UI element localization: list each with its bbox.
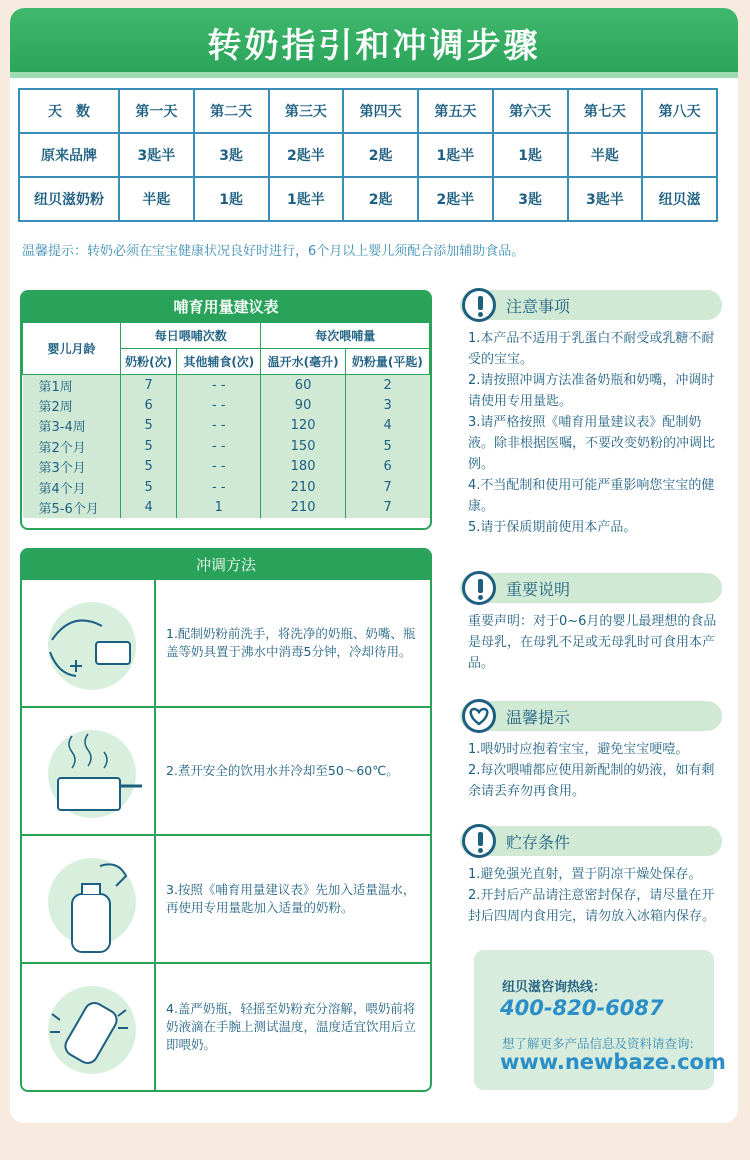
feeding-cell: 60 <box>261 375 345 396</box>
switch-cell: 3匙半 <box>119 133 194 177</box>
page-title: 转奶指引和冲调步骤 <box>207 26 541 66</box>
feeding-cell: - - <box>177 457 261 478</box>
feeding-cell: 210 <box>261 477 345 498</box>
feeding-cell: 120 <box>261 416 345 437</box>
feeding-cell: 5 <box>121 457 177 478</box>
feeding-row <box>23 375 430 396</box>
switch-table <box>18 88 718 222</box>
method-panel <box>20 548 432 1092</box>
feeding-cell: 5 <box>345 436 429 457</box>
feeding-cell: 4 <box>121 498 177 519</box>
switch-cell: 2匙 <box>343 133 418 177</box>
step-text: 3.按照《哺育用量建议表》先加入适量温水，再使用专用量匙加入适量的奶粉。 <box>166 882 416 915</box>
feeding-cell: - - <box>177 436 261 457</box>
switch-cell: 纽贝滋 <box>642 177 717 221</box>
feeding-cell: 5 <box>121 477 177 498</box>
title-banner <box>10 8 738 78</box>
method-step <box>22 578 430 706</box>
feeding-cell: 第2周 <box>38 399 73 415</box>
switch-cell: 1匙半 <box>418 133 493 177</box>
exclamation-icon <box>462 571 496 605</box>
feeding-cell: 第3-4周 <box>38 420 86 436</box>
switch-row <box>19 177 717 221</box>
switch-header-cell: 第七天 <box>568 89 643 133</box>
notice-item: 4.不当配制和使用可能严重影响您宝宝的健康。 <box>468 478 715 514</box>
feeding-cell: 7 <box>121 375 177 396</box>
switch-header-cell: 第一天 <box>119 89 194 133</box>
shake-bottle-illustration <box>22 964 156 1090</box>
feeding-row <box>23 416 430 437</box>
storage-header <box>460 826 722 856</box>
switch-header-cell: 第八天 <box>642 89 717 133</box>
feeding-cell: 第3个月 <box>38 461 86 477</box>
switch-tip: 温馨提示：转奶必须在宝宝健康状况良好时进行，6个月以上婴儿须配合添加辅助食品。 <box>22 244 525 259</box>
notice-header <box>460 290 722 320</box>
feeding-title: 哺育用量建议表 <box>22 292 430 322</box>
method-step <box>22 962 430 1090</box>
feeding-cell: 6 <box>345 457 429 478</box>
notice-item: 1.本产品不适用于乳蛋白不耐受或乳糖不耐受的宝宝。 <box>468 331 715 367</box>
feeding-cell: - - <box>177 375 261 396</box>
switch-header-cell: 天 数 <box>19 89 119 133</box>
feeding-cell: 4 <box>345 416 429 437</box>
sub-header: 奶粉量(平匙) <box>345 349 429 375</box>
method-step <box>22 706 430 834</box>
sub-header: 温开水(毫升) <box>261 349 345 375</box>
feeding-cell: 180 <box>261 457 345 478</box>
feeding-cell: - - <box>177 477 261 498</box>
switch-cell: 3匙半 <box>568 177 643 221</box>
switch-cell: 1匙 <box>493 133 568 177</box>
hotline-label: 纽贝滋咨询热线： <box>502 980 607 995</box>
exclamation-icon <box>462 824 496 858</box>
feeding-cell: 3 <box>345 395 429 416</box>
per-feed-header: 每次喂哺量 <box>261 323 430 349</box>
boil-water-illustration <box>22 708 156 834</box>
storage-item: 1.避免强光直射，置于阴凉干燥处保存。 <box>468 867 702 882</box>
switch-row <box>19 133 717 177</box>
feeding-cell: 5 <box>121 416 177 437</box>
switch-header-cell: 第五天 <box>418 89 493 133</box>
daily-times-header: 每日喂哺次数 <box>121 323 261 349</box>
switch-header-cell: 第二天 <box>194 89 269 133</box>
exclamation-icon <box>462 288 496 322</box>
switch-cell: 2匙半 <box>269 133 344 177</box>
feeding-cell: 第2个月 <box>38 440 86 456</box>
feeding-cell: 7 <box>345 498 429 519</box>
storage-item: 2.开封后产品请注意密封保存，请尽量在开封后四周内食用完，请勿放入冰箱内保存。 <box>468 888 716 924</box>
warm-item: 1.喂奶时应抱着宝宝，避免宝宝哽噎。 <box>468 742 689 757</box>
feeding-cell: 210 <box>261 498 345 519</box>
notice-section <box>460 290 722 538</box>
feeding-table <box>22 322 430 518</box>
switch-header-cell: 第六天 <box>493 89 568 133</box>
feeding-row <box>23 457 430 478</box>
feeding-row <box>23 477 430 498</box>
banner-stripe <box>10 72 738 78</box>
more-info-text: 想了解更多产品信息及资料请查询: <box>502 1036 694 1051</box>
warm-title: 温馨提示 <box>506 708 571 727</box>
feeding-row <box>23 436 430 457</box>
sub-header: 奶粉(次) <box>121 349 177 375</box>
feeding-cell: 1 <box>177 498 261 519</box>
important-text: 重要声明：对于0~6月的婴儿最理想的食品是母乳，在母乳不足或无母乳时可食用本产品。 <box>468 614 717 671</box>
step-text: 4.盖严奶瓶，轻摇至奶粉充分溶解，喂奶前将奶液滴在手腕上测试温度，温度适宜饮用后立即喂奶。 <box>166 1001 417 1052</box>
switch-cell: 2匙 <box>343 177 418 221</box>
step-text: 1.配制奶粉前洗手，将洗净的奶瓶、奶嘴、瓶盖等奶具置于沸水中消毒5分钟，冷却待用。 <box>166 626 416 659</box>
switch-row <box>19 89 717 133</box>
switch-cell: 3匙 <box>194 133 269 177</box>
storage-section <box>460 826 722 927</box>
switch-cell <box>642 133 717 177</box>
notice-item: 2.请按照冲调方法准备奶瓶和奶嘴，冲调时请使用专用量匙。 <box>468 373 715 409</box>
switch-header-cell: 第三天 <box>269 89 344 133</box>
warm-section <box>460 701 722 802</box>
wash-bottle-illustration <box>22 580 156 706</box>
feeding-cell: 第5-6个月 <box>38 502 99 518</box>
feeding-cell: 2 <box>345 375 429 396</box>
switch-cell: 原来品牌 <box>19 133 119 177</box>
age-header: 婴儿月龄 <box>23 323 121 375</box>
add-powder-illustration <box>22 836 156 962</box>
method-title: 冲调方法 <box>22 550 430 580</box>
feeding-cell: 第1周 <box>38 379 73 395</box>
hotline-box <box>474 950 726 1090</box>
notice-item: 5.请于保质期前使用本产品。 <box>468 520 637 535</box>
feeding-cell: 7 <box>345 477 429 498</box>
feeding-row <box>23 498 430 519</box>
hotline-phone[interactable]: 400-820-6087 <box>500 996 664 1020</box>
step-text: 2.煮开安全的饮用水并冷却至50～60℃。 <box>166 763 399 778</box>
feeding-cell: 150 <box>261 436 345 457</box>
important-header <box>460 573 722 603</box>
switch-cell: 2匙半 <box>418 177 493 221</box>
switch-cell: 3匙 <box>493 177 568 221</box>
heart-icon <box>462 699 496 733</box>
notice-title: 注意事项 <box>506 297 571 316</box>
feeding-cell: 第4个月 <box>38 481 86 497</box>
warm-header <box>460 701 722 731</box>
website-link[interactable]: www.newbaze.com <box>500 1050 726 1074</box>
feeding-cell: 5 <box>121 436 177 457</box>
feeding-row <box>23 395 430 416</box>
switch-header-cell: 第四天 <box>343 89 418 133</box>
feeding-cell: - - <box>177 395 261 416</box>
switch-cell: 半匙 <box>568 133 643 177</box>
warm-item: 2.每次喂哺都应使用新配制的奶液，如有剩余请丢弃勿再食用。 <box>468 763 715 799</box>
switch-cell: 1匙 <box>194 177 269 221</box>
switch-cell: 半匙 <box>119 177 194 221</box>
method-step <box>22 834 430 962</box>
notice-item: 3.请严格按照《哺育用量建议表》配制奶液。除非根据医嘱，不要改变奶粉的冲调比例。 <box>468 415 716 472</box>
switch-cell: 纽贝滋奶粉 <box>19 177 119 221</box>
storage-title: 贮存条件 <box>506 833 571 852</box>
important-section <box>460 573 722 674</box>
feeding-table-panel <box>20 290 432 530</box>
feeding-cell: 6 <box>121 395 177 416</box>
switch-cell: 1匙半 <box>269 177 344 221</box>
feeding-cell: 90 <box>261 395 345 416</box>
feeding-cell: - - <box>177 416 261 437</box>
important-title: 重要说明 <box>506 580 571 599</box>
sub-header: 其他辅食(次) <box>177 349 261 375</box>
